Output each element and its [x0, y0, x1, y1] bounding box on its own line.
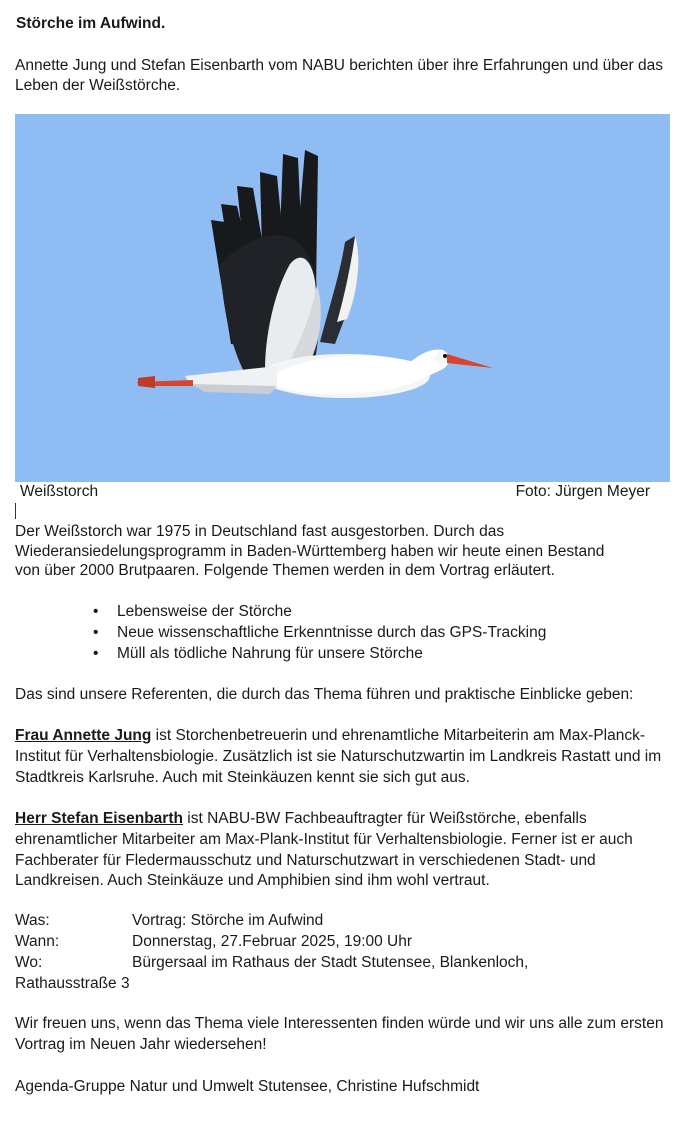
signature: Agenda-Gruppe Natur und Umwelt Stutensee, Christine Hufschmidt [15, 1078, 480, 1095]
photo-caption-row [20, 482, 650, 502]
referent-name: Frau Annette Jung [15, 727, 152, 744]
event-value: Vortrag: Störche im Aufwind [132, 912, 324, 929]
topic-text: Lebensweise der Störche [117, 603, 292, 620]
photo-credit: Foto: Jürgen Meyer [515, 483, 650, 500]
event-label: Wo: [15, 954, 43, 971]
event-label: Wann: [15, 933, 60, 950]
body-paragraph: Der Weißstorch war 1975 in Deutschland fast ausgestorben. Durch das Wiederansiedelungsprogramm in Baden-Württemberg haben wir heute einen Bestand von über 2000 Brutpaaren. Folgende Themen werden in dem Vortrag erläutert. [15, 523, 605, 579]
topics-list [93, 601, 547, 664]
article-title: Störche im Aufwind. [16, 15, 166, 32]
list-item [93, 601, 546, 622]
bullet-icon: • [93, 645, 99, 662]
text-cursor[interactable] [15, 503, 16, 519]
list-item [93, 622, 547, 643]
referent-paragraph [15, 726, 670, 788]
referents-intro: Das sind unsere Referenten, die durch das Thema führen und praktische Einblicke geben: [15, 686, 634, 703]
event-label: Was: [15, 912, 50, 929]
photo-caption: Weißstorch [20, 483, 99, 500]
event-row-was [15, 910, 670, 931]
topic-text: Neue wissenschaftliche Erkenntnisse durch das GPS-Tracking [117, 624, 547, 641]
intro-paragraph: Annette Jung und Stefan Eisenbarth vom NABU berichten über ihre Erfahrungen und über das Leben der Weißstörche. [15, 57, 663, 94]
closing-paragraph: Wir freuen uns, wenn das Thema viele Interessenten finden würde und wir uns alle zum ersten Vortrag im Neuen Jahr wiedersehen! [15, 1015, 664, 1053]
referent-text: ist Storchenbetreuerin und ehrenamtliche Mitarbeiterin am Max-Planck-Institut für Verhaltensbiologie. Zusätzlich ist sie Naturschutzwartin im Landkreis Rastatt und im Stadtkreis Karlsruhe. Auch mit Steinkäuzen kennt sie sich gut aus. [15, 727, 662, 786]
event-value: Bürgersaal im Rathaus der Stadt Stutensee, Blankenloch, [132, 954, 529, 971]
referent-name: Herr Stefan Eisenbarth [15, 810, 183, 827]
list-item [93, 643, 546, 664]
stork-illustration [15, 114, 670, 482]
bullet-icon: • [93, 624, 99, 641]
event-row-wo [15, 952, 670, 973]
event-value: Donnerstag, 27.Februar 2025, 19:00 Uhr [132, 933, 413, 950]
event-row-wann [15, 931, 670, 952]
event-value-continued: Rathausstraße 3 [15, 975, 130, 992]
referent-text: ist NABU-BW Fachbeauftragter für Weißstörche, ebenfalls ehrenamtlicher Mitarbeiter am Max-Plank-Institut für Verhaltensbiologie. Ferner ist er auch Fachberater für Fledermausschutz und Naturschutzwart in verschiedenen Stadt- und Landkreisen. Auch Steinkäuze und Amphibien sind ihm wohl vertraut. [15, 810, 633, 890]
referent-paragraph [15, 809, 670, 892]
stork-photo [15, 114, 670, 482]
bullet-icon: • [93, 603, 99, 620]
event-details [15, 910, 670, 994]
topic-text: Müll als tödliche Nahrung für unsere Störche [117, 645, 423, 662]
